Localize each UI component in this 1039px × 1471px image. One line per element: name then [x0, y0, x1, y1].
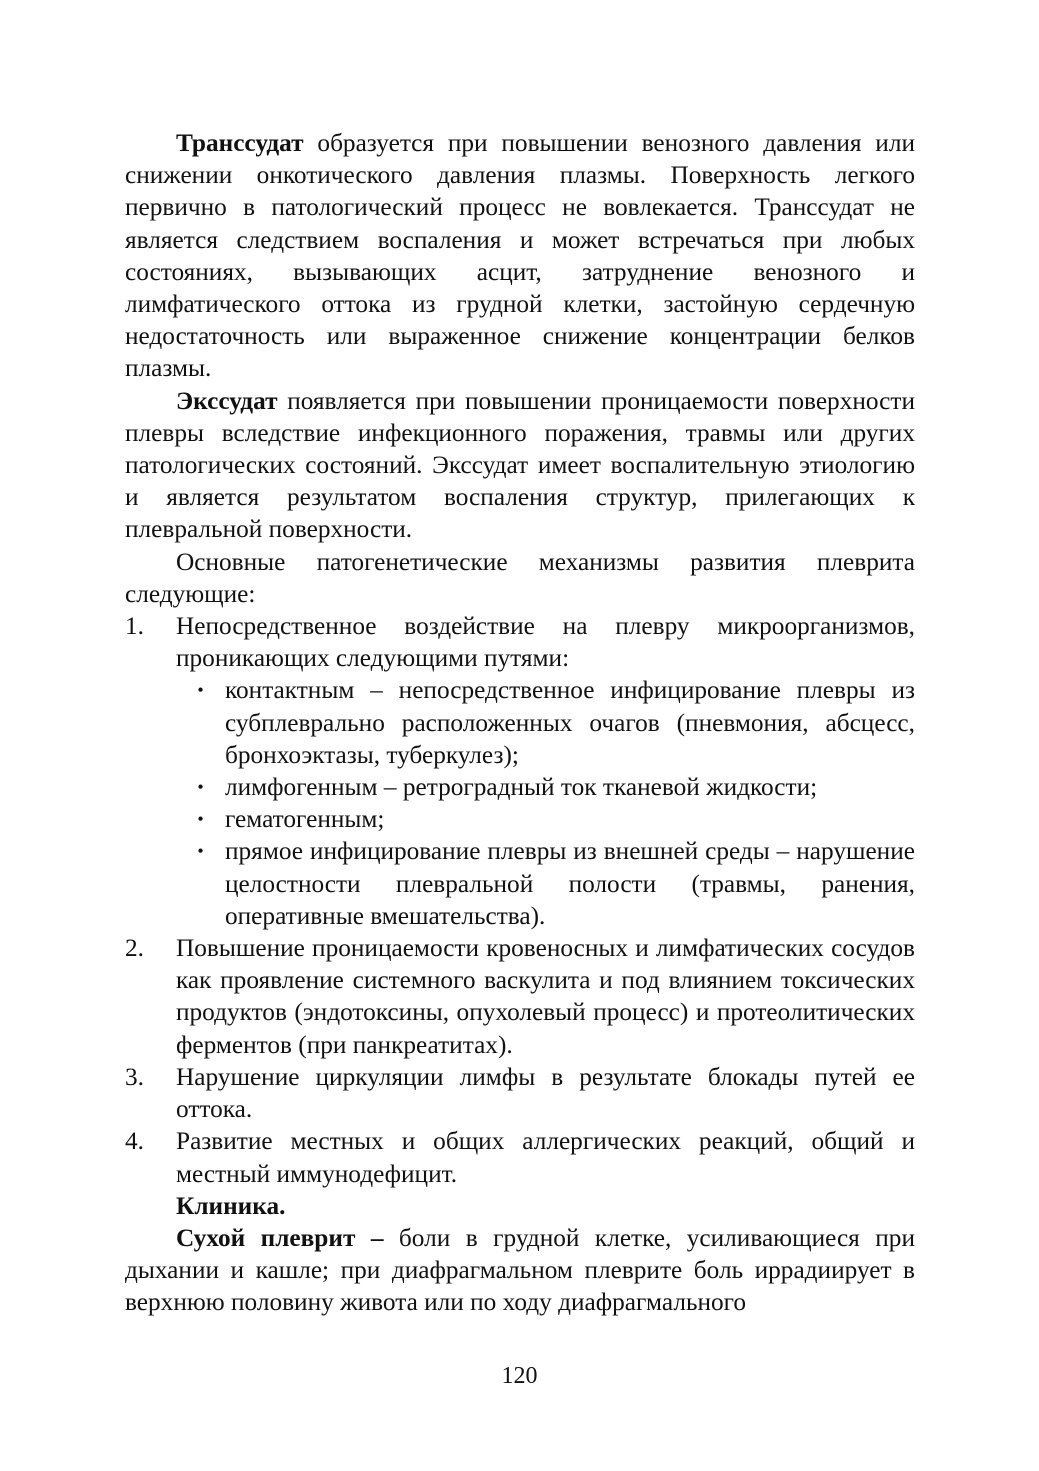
list-item-text: Непосредственное воздействие на плевру микроорганизмов, проникающих следующими путями: [176, 612, 915, 673]
list-item-text: гематогенным; [225, 805, 385, 834]
list-item [125, 932, 915, 1061]
clinic-heading: Клиника. [176, 1191, 286, 1220]
bullet-icon: • [197, 809, 204, 830]
list-item [176, 803, 915, 835]
list-item-text: контактным – непосредственное инфицирование плевры из субплеврально расположенных очагов (пневмония, абсцесс, бронхоэктазы, туберкулез); [225, 676, 915, 769]
dry-pleurisy-paragraph [125, 1222, 915, 1319]
list-item [125, 610, 915, 932]
page-number: 120 [501, 1363, 538, 1389]
list-item-text: Повышение проницаемости кровеносных и лимфатических сосудов как проявление системного васкулита и под влиянием токсических продуктов (эндотоксины, опухолевый процесс) и протеолитических ферментов (при панкреатитах). [176, 934, 915, 1059]
list-item-number: 3. [125, 1062, 144, 1091]
dry-pleurisy-text: боли в грудной клетке, усиливающиеся при дыхании и кашле; при диафрагмальном плеврите боль иррадиирует в верхнюю половину живота или по ходу диафрагмального [125, 1223, 915, 1317]
infection-routes-list [176, 674, 915, 932]
exudate-paragraph [125, 385, 915, 546]
page-body [125, 127, 915, 1319]
bullet-icon: • [197, 841, 204, 862]
exudate-term: Экссудат [176, 386, 278, 415]
list-item-text: прямое инфицирование плевры из внешней среды – нарушение целостности плевральной полости (травмы, ранения, оперативные вмешательства). [225, 837, 915, 930]
mechanisms-list [125, 610, 915, 1190]
list-item [125, 1125, 915, 1189]
exudate-text: появляется при повышении проницаемости поверхности плевры вследствие инфекционного поражения, травмы или других патологических состояний. Экссудат имеет воспалительную этиологию и является результатом воспаления структур, прилегающих к плевральной поверхности. [125, 386, 915, 544]
list-item-text: Нарушение циркуляции лимфы в результате блокады путей ее оттока. [176, 1062, 915, 1124]
list-item-number: 1. [125, 612, 144, 641]
list-item [176, 771, 915, 803]
list-item-text: Развитие местных и общих аллергических реакций, общий и местный иммунодефицит. [176, 1127, 915, 1188]
list-item-text: лимфогенным – ретроградный ток тканевой жидкости; [225, 773, 818, 802]
list-item [176, 835, 915, 932]
list-item-number: 2. [125, 934, 144, 963]
bullet-icon: • [197, 680, 204, 701]
transudate-paragraph [125, 127, 915, 385]
transudate-term: Транссудат [176, 129, 304, 157]
bullet-icon: • [197, 777, 204, 798]
mechanisms-intro: Основные патогенетические механизмы развития плеврита следующие: [125, 547, 915, 608]
transudate-text: образуется при повышении венозного давления или снижении онкотического давления плазмы. Поверхность легкого первично в патологический процесс не вовлекается. Транссудат не является следствием воспаления и может встречаться при любых состояниях, вызывающих асцит, затруднение венозного и лимфатического оттока из грудной клетки, застойную сердечную недостаточность или выраженное снижение концентрации белков плазмы. [125, 129, 915, 383]
list-item [125, 1061, 915, 1125]
list-item [176, 674, 915, 771]
dry-pleurisy-term: Сухой плеврит – [176, 1223, 384, 1252]
list-item-number: 4. [125, 1127, 144, 1156]
